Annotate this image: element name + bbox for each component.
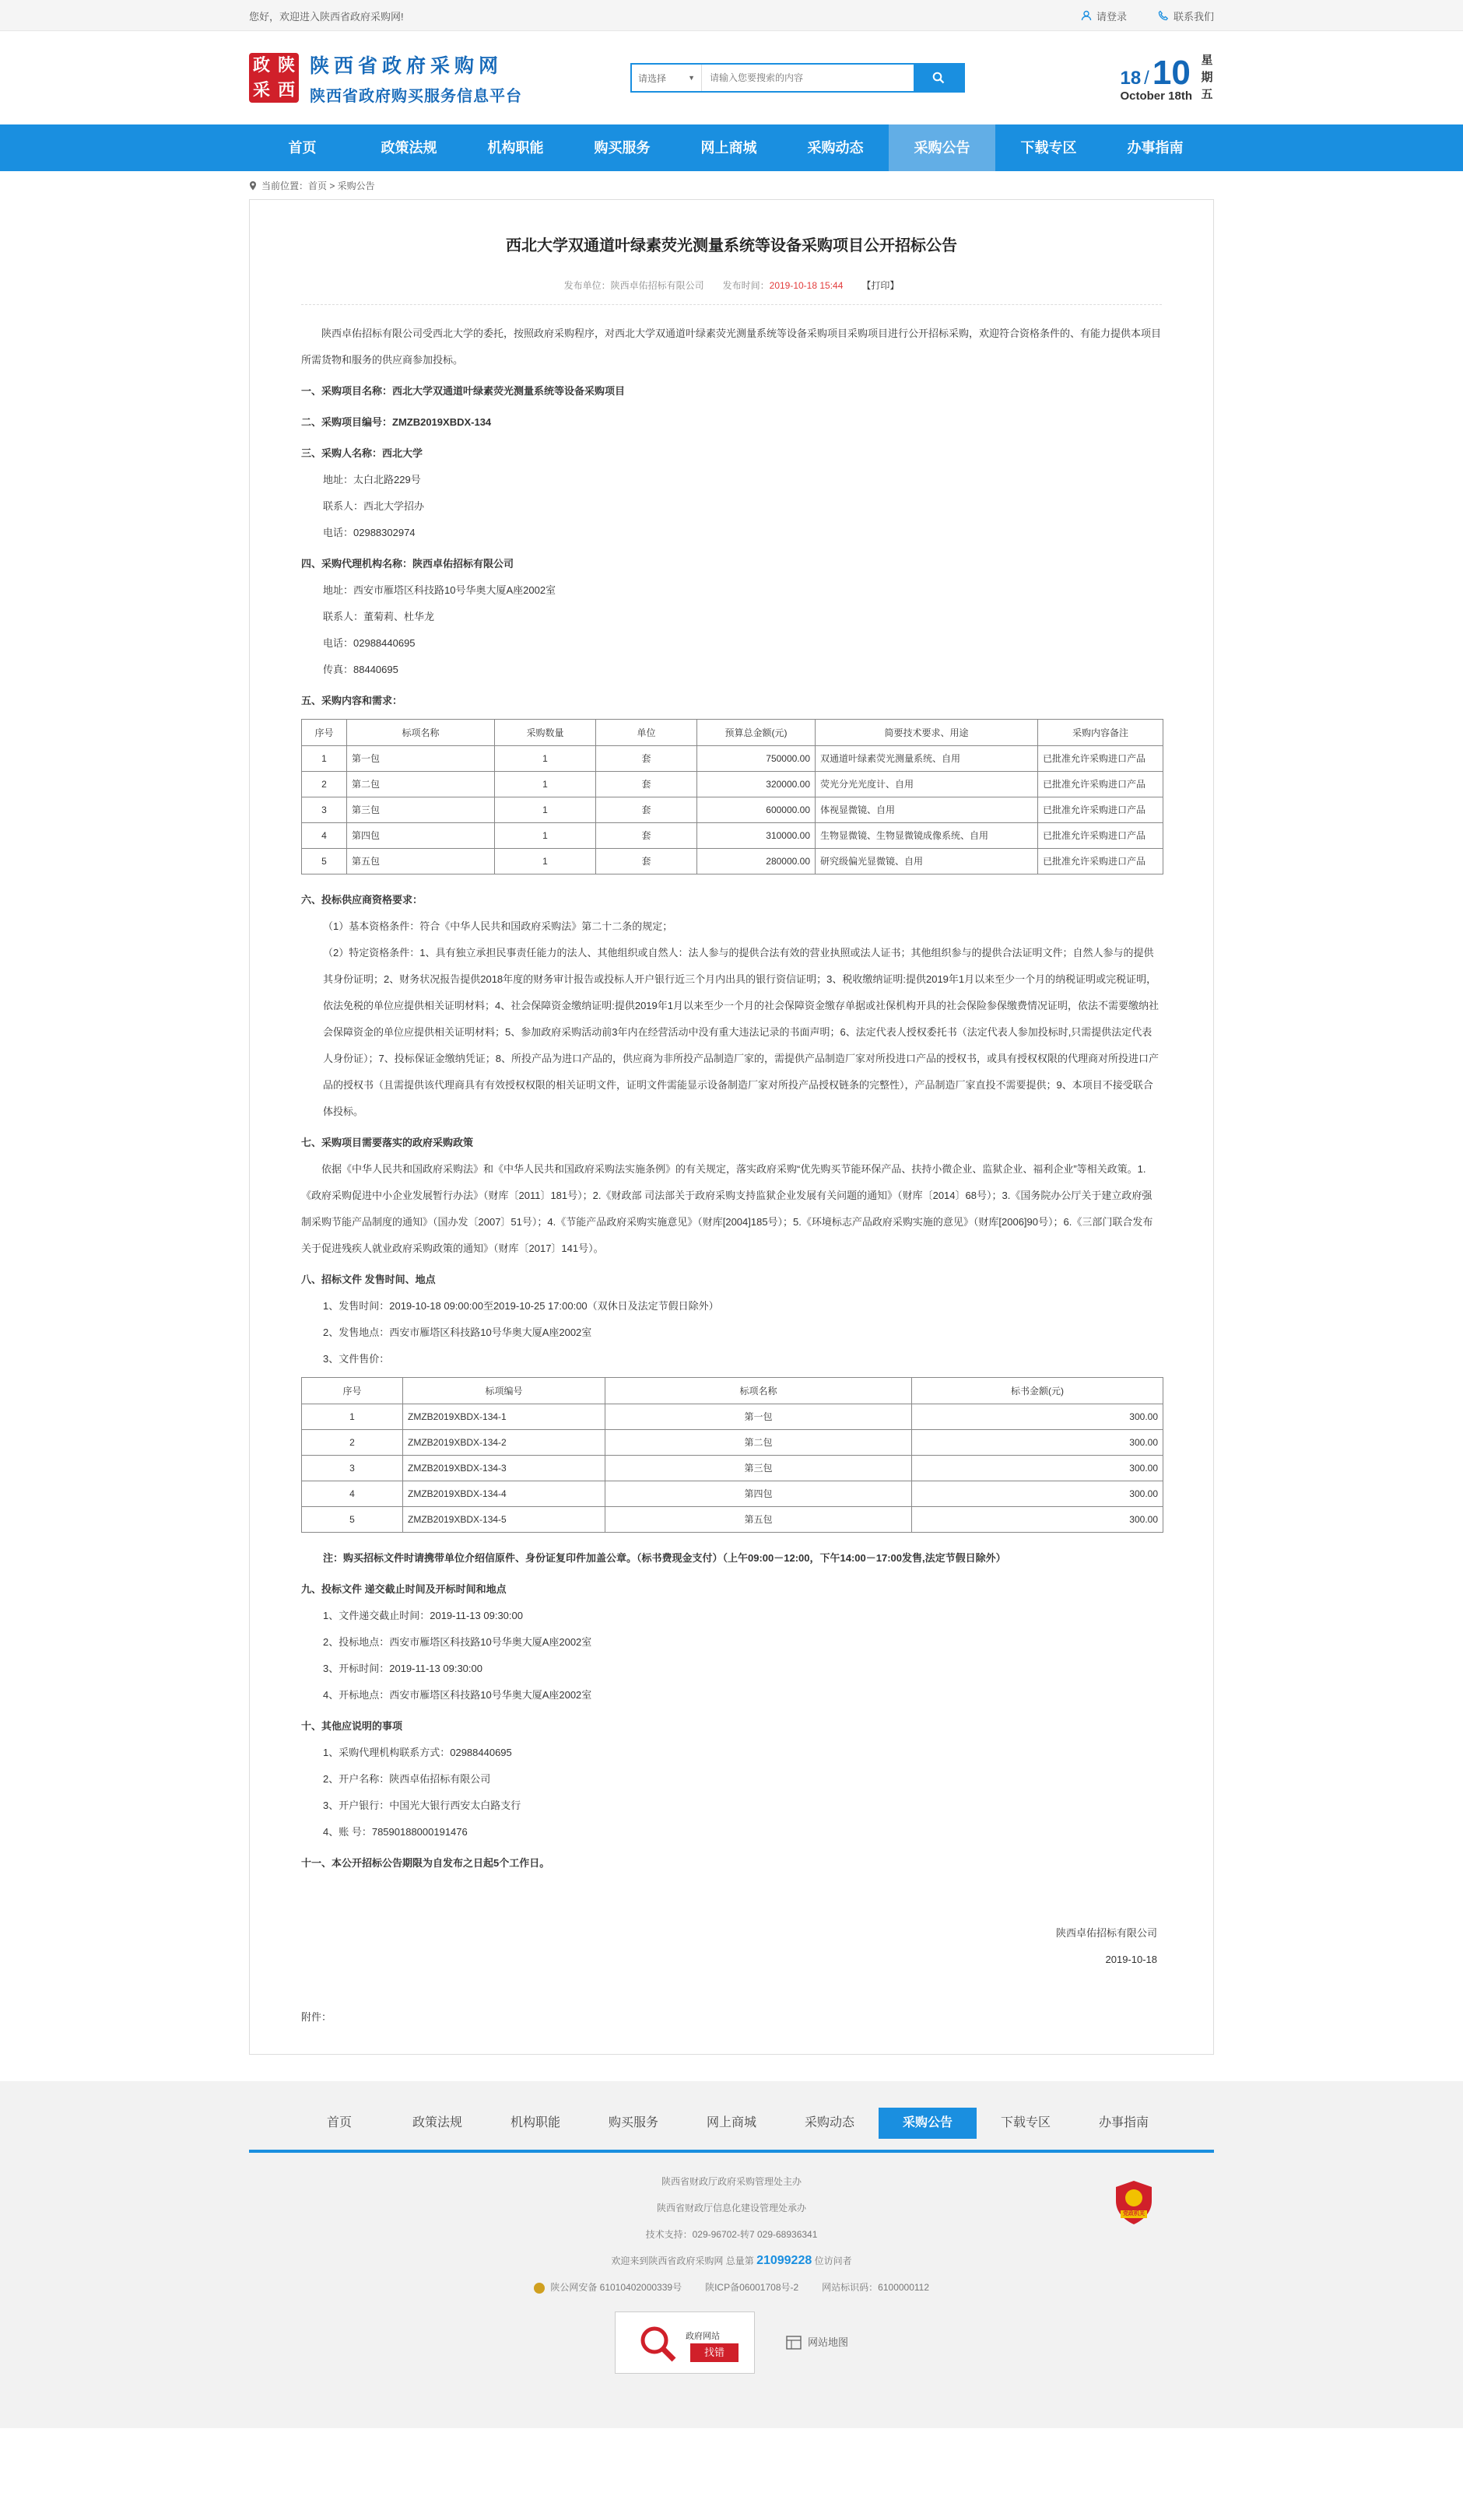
site-identifier: 网站标识码：6100000112 [822,2282,930,2293]
nav-item-services[interactable]: 购买服务 [594,140,651,156]
cell: 套 [596,849,697,874]
account-name: 2、开户名称：陕西卓佑招标有限公司 [323,1773,491,1785]
cell: 已批准允许采购进口产品 [1038,772,1163,797]
purchaser-phone: 电话：02988302974 [323,527,416,538]
footer-badges [249,2311,1214,2374]
table-header-row [302,720,1163,746]
chevron-down-icon: ▼ [688,74,695,82]
cell: 300.00 [912,1481,1163,1507]
cell: 300.00 [912,1404,1163,1430]
section-heading: 八、招标文件 发售时间、地点 [301,1274,436,1285]
cell: 套 [596,772,697,797]
cell: ZMZB2019XBDX-134-1 [403,1404,605,1430]
column-header: 标项名称 [347,720,495,746]
cell: 310000.00 [697,823,816,849]
agency-phone: 电话：02988440695 [323,637,416,649]
footer-nav-news[interactable]: 采购动态 [804,2116,854,2129]
section-heading: 九、投标文件 递交截止时间及开标时间和地点 [301,1583,507,1595]
site-logo[interactable] [249,51,630,106]
weekday-char: 星 [1201,54,1213,67]
breadcrumb-text: 当前位置：首页 > 采购公告 [261,180,375,191]
nav-item-announcements[interactable]: 采购公告 [889,124,995,171]
section-heading: 七、采购项目需要落实的政府采购政策 [301,1137,474,1148]
cell: 1 [495,849,596,874]
location-pin-icon [249,181,257,191]
cell: 第三包 [347,797,495,823]
footer-nav-functions[interactable]: 机构职能 [510,2116,560,2129]
seal-char: 陕 [277,55,295,75]
signature-block [301,1920,1162,1973]
column-header: 序号 [302,1378,403,1404]
cell: 双通道叶绿素荧光测量系统、自用 [816,746,1038,772]
sitemap-icon [786,2336,802,2350]
footer-support: 技术支持：029-96702-转7 029-68936341 [645,2229,818,2240]
cell: 第四包 [605,1481,912,1507]
site-footer [0,2081,1463,2428]
top-links [1081,9,1214,23]
publisher-name: 陕西卓佑招标有限公司 [610,280,704,291]
cell: 第五包 [347,849,495,874]
cell: 已批准允许采购进口产品 [1038,823,1163,849]
cell: 1 [302,746,347,772]
article-body [301,321,1162,2031]
main-nav [0,124,1463,171]
contact-label: 联系我们 [1173,10,1214,23]
seal-char: 西 [277,80,295,100]
cell: 研究级偏光显微镜、自用 [816,849,1038,874]
procurement-table [301,719,1163,874]
opening-location: 4、开标地点：西安市雁塔区科技路10号华奥大厦A座2002室 [323,1689,592,1701]
nav-item-policy[interactable]: 政策法规 [381,140,437,156]
purchaser-contact: 联系人：西北大学招办 [323,500,425,512]
specific-qualification: （2）特定资格条件：1、具有独立承担民事责任能力的法人、其他组织或自然人：法人参与的提供合法有效的营业执照或法人证书；其他组织参与的提供合法证明文件；自然人参与的提供其身份证明；2、财务状况报告提供2018年度的财务审计报告或投标人开户银行近三个月内出具的银行资信证明；3、税收缴纳证明:提供2019年1月以来至少一个月的纳税证明或完税证明，依法免税的单位应提供相关证明材料；4、社会保障资金缴纳证明:提供2019年1月以来至少一个月的社会保障资金缴存单据或社保机构开具的社会保险参保缴费情况证明，依法不需要缴纳社会保障资金的单位应提供相关证明材料；5、参加政府采购活动前3年内在经营活动中没有重大违法记录的书面声明；6、法定代表人授权委托书（法定代表人参加投标时,只需提供法定代表人身份证）；7、投标保证金缴纳凭证；8、所投产品为进口产品的，供应商为非所投产品制造厂家的，需提供产品制造厂家对所投进口产品的授权书，或具有授权权限的代理商对所投进口产品的授权书（且需提供该代理商具有有效授权权限的相关证明文件，证明文件需能显示设备制造厂家对所投产品授权链条的完整性），产品制造厂家直投不需要提供；9、本项目不接受联合体投标。 [323,947,1159,1117]
footer-organizer: 陕西省财政厅信息化建设管理处承办 [656,2203,806,2213]
cell: 荧光分光光度计、自用 [816,772,1038,797]
intro-paragraph: 陕西卓佑招标有限公司受西北大学的委托，按照政府采购程序，对西北大学双通道叶绿素荧光测量系统等设备采购项目采购项目进行公开招标采购，欢迎符合资格条件的、有能力提供本项目所需货物和服务的供应商参加投标。 [301,328,1162,366]
table-row [302,797,1163,823]
column-header: 采购内容备注 [1038,720,1163,746]
table-row [302,746,1163,772]
section-heading: 一、采购项目名称：西北大学双通道叶绿素荧光测量系统等设备采购项目 [301,385,626,397]
footer-nav-announcements[interactable]: 采购公告 [879,2108,977,2139]
cell: 300.00 [912,1456,1163,1481]
sitemap-label: 网站地图 [807,2336,848,2348]
nav-item-news[interactable]: 采购动态 [807,140,864,156]
date-month: 18 [1120,67,1142,89]
section-heading: 四、采购代理机构名称：陕西卓佑招标有限公司 [301,558,514,570]
footer-nav-policy[interactable]: 政策法规 [412,2116,462,2129]
cell: 280000.00 [697,849,816,874]
bid-location: 2、投标地点：西安市雁塔区科技路10号华奥大厦A座2002室 [323,1636,592,1648]
footer-nav-guide[interactable]: 办事指南 [1098,2116,1149,2129]
cell: ZMZB2019XBDX-134-2 [403,1430,605,1456]
cell: 第五包 [605,1507,912,1533]
cell: 2 [302,772,347,797]
nav-item-functions[interactable]: 机构职能 [487,140,544,156]
column-header: 标书金额(元) [912,1378,1163,1404]
cell: 5 [302,1507,403,1533]
sale-location: 2、发售地点：西安市雁塔区科技路10号华奥大厦A座2002室 [323,1327,592,1338]
date-widget: 18 / 10 October 18th 星 期 五 [1120,53,1213,103]
cell: 第三包 [605,1456,912,1481]
cell: 第二包 [605,1430,912,1456]
table-row [302,772,1163,797]
footer-records [249,2274,1214,2301]
search-category-value: 请选择 [638,72,667,84]
nav-item-home[interactable]: 首页 [288,140,317,156]
cell: 3 [302,1456,403,1481]
cell: 体视显微镜、自用 [816,797,1038,823]
gov-error-report-button[interactable] [615,2311,755,2374]
cell: 1 [495,746,596,772]
police-record[interactable]: 陕公网安备 61010402000339号 [534,2274,682,2301]
login-label: 请登录 [1096,10,1127,23]
table-row [302,1456,1163,1481]
footer-nav-services[interactable]: 购买服务 [608,2116,658,2129]
breadcrumb [249,171,1214,199]
table-row [302,1507,1163,1533]
purchaser-address: 地址：太白北路229号 [323,474,421,485]
party-gov-badge-icon[interactable] [1113,2179,1155,2226]
date-english: October 18th [1120,89,1192,103]
search-bar [630,63,965,93]
agency-contact: 联系人：董菊莉、杜华龙 [323,611,435,622]
column-header: 标项编号 [403,1378,605,1404]
table-row [302,1481,1163,1507]
announcement-article [249,199,1214,2055]
section-heading: 五、采购内容和需求： [301,695,403,706]
cell: 生物显微镜、生物显微镜成像系统、自用 [816,823,1038,849]
section-heading: 二、采购项目编号：ZMZB2019XBDX-134 [301,416,492,428]
cell: 4 [302,1481,403,1507]
login-link[interactable] [1081,9,1127,23]
section-heading: 十一、本公开招标公告期限为自发布之日起5个工作日。 [301,1857,550,1869]
cell: 第一包 [605,1404,912,1430]
cell: 2 [302,1430,403,1456]
column-header: 简要技术要求、用途 [816,720,1038,746]
search-icon [932,72,945,84]
publish-time: 2019-10-18 15:44 [769,280,844,291]
cell: ZMZB2019XBDX-134-5 [403,1507,605,1533]
cell: 已批准允许采购进口产品 [1038,797,1163,823]
document-price-label: 3、文件售价： [323,1353,390,1365]
site-header [0,31,1463,124]
cell: 750000.00 [697,746,816,772]
footer-nav-mall[interactable]: 网上商城 [706,2116,756,2129]
seal-char: 政 [252,55,270,75]
signature-org: 陕西卓佑招标有限公司 [1055,1927,1157,1939]
search-button[interactable] [914,65,963,91]
cell: 320000.00 [697,772,816,797]
icp-record[interactable]: 陕ICP备06001708号-2 [705,2282,799,2293]
search-category-select[interactable] [632,65,702,91]
section-heading: 六、投标供应商资格要求： [301,894,423,906]
cell: ZMZB2019XBDX-134-4 [403,1481,605,1507]
signature-date: 2019-10-18 [1105,1954,1157,1965]
basic-qualification: （1）基本资格条件：符合《中华人民共和国政府采购法》第二十二条的规定； [323,920,673,932]
attachments-label: 附件： [301,2011,332,2023]
cell: 300.00 [912,1507,1163,1533]
nav-item-downloads[interactable]: 下载专区 [1020,140,1077,156]
seal-logo-icon [249,53,299,103]
gov-box-button: 找错 [690,2343,739,2362]
cell: 1 [495,772,596,797]
nav-item-guide[interactable]: 办事指南 [1127,140,1184,156]
agency-address: 地址：西安市雁塔区科技路10号华奥大厦A座2002室 [323,584,556,596]
table-row [302,823,1163,849]
agency-fax: 传真：88440695 [323,664,398,675]
submission-deadline: 1、文件递交截止时间：2019-11-13 09:30:00 [323,1610,523,1621]
seal-char: 采 [252,80,270,100]
weekday-char: 期 [1201,71,1213,84]
footer-nav [0,2081,1463,2139]
search-input[interactable] [702,65,914,91]
cell: 第四包 [347,823,495,849]
column-header: 序号 [302,720,347,746]
policy-paragraph: 依据《中华人民共和国政府采购法》和《中华人民共和国政府采购法实施条例》的有关规定，落实政府采购“优先购买节能环保产品、扶持小微企业、监狱企业、福利企业”等相关政策。1.《政府采购促进中小企业发展暂行办法》（财库〔2011〕181号）；2.《财政部 司法部关于政府采购支持监狱企业发展有关问题的通知》（财库〔2014〕68号）；3.《国务院办公厅关于建立政府强制采购节能产品制度的通知》（国办发〔2007〕51号）；4.《节能产品政府采购实施意见》（财库[2004]185号）；5.《环境标志产品政府采购实施的意见》（财库[2006]90号）；6.《三部门联合发布关于促进残疾人就业政府采购政策的通知》（财库〔2017〕141号）。 [301,1163,1153,1254]
gov-box-title: 政府网站 [685,2332,720,2341]
table-row [302,849,1163,874]
contact-link[interactable] [1158,9,1214,23]
cell: 套 [596,746,697,772]
purchase-note: 注：购买招标文件时请携带单位介绍信原件、身份证复印件加盖公章。（标书费现金支付）（上午09:00－12:00，下午14:00－17:00发售,法定节假日除外） [323,1552,1006,1564]
date-day: 10 [1152,53,1191,92]
footer-sponsor: 陕西省财政厅政府采购管理处主办 [661,2176,802,2187]
cell: 5 [302,849,347,874]
section-heading: 十、其他应说明的事项 [301,1720,403,1732]
column-header: 预算总金额(元) [697,720,816,746]
cell: 已批准允许采购进口产品 [1038,849,1163,874]
cell: 3 [302,797,347,823]
cell: 1 [495,797,596,823]
cell: ZMZB2019XBDX-134-3 [403,1456,605,1481]
print-link[interactable]: 【打印】 [861,280,900,291]
top-bar [0,0,1463,31]
sale-time: 1、发售时间：2019-10-18 09:00:00至2019-10-25 17:00:00（双休日及法定节假日除外） [323,1300,719,1312]
weekday-char: 五 [1201,88,1213,101]
user-icon [1081,10,1092,21]
table-row [302,1430,1163,1456]
table-header-row [302,1378,1163,1404]
cell: 1 [495,823,596,849]
table-row [302,1404,1163,1430]
cell: 1 [302,1404,403,1430]
phone-icon [1158,10,1169,21]
magnifier-icon [637,2323,678,2364]
column-header: 单位 [596,720,697,746]
badge-caption: 党政机关 [1123,2211,1145,2217]
cell: 第二包 [347,772,495,797]
section-heading: 三、采购人名称：西北大学 [301,447,423,459]
site-title: 陕西省政府采购网 [310,54,503,77]
cell: 已批准允许采购进口产品 [1038,746,1163,772]
article-meta [301,279,1162,305]
footer-nav-home[interactable]: 首页 [326,2116,352,2129]
article-title: 西北大学双通道叶绿素荧光测量系统等设备采购项目公开招标公告 [506,237,957,254]
document-price-table [301,1377,1163,1533]
footer-info [249,2153,1214,2374]
welcome-text: 您好，欢迎进入陕西省政府采购网! [249,10,404,23]
opening-time: 3、开标时间：2019-11-13 09:30:00 [323,1663,482,1674]
time-label: 发布时间： [722,280,770,291]
account-number: 4、账 号：78590188000191476 [323,1826,468,1838]
cell: 套 [596,823,697,849]
sitemap-link[interactable] [786,2329,848,2356]
column-header: 标项名称 [605,1378,912,1404]
publisher-label: 发布单位： [563,280,611,291]
cell: 4 [302,823,347,849]
site-subtitle: 陕西省政府购买服务信息平台 [310,87,522,105]
account-bank: 3、开户银行：中国光大银行西安太白路支行 [323,1800,521,1811]
column-header: 采购数量 [495,720,596,746]
police-badge-icon [534,2283,545,2294]
cell: 300.00 [912,1430,1163,1456]
footer-visitors: 欢迎来到陕西省政府采购网 总量第 21099228 位访问者 [611,2254,852,2267]
cell: 第一包 [347,746,495,772]
cell: 600000.00 [697,797,816,823]
visitor-count: 21099228 [756,2254,812,2267]
nav-item-mall[interactable]: 网上商城 [700,140,757,156]
cell: 套 [596,797,697,823]
footer-nav-downloads[interactable]: 下载专区 [1000,2116,1051,2129]
agency-contact-info: 1、采购代理机构联系方式：02988440695 [323,1747,512,1758]
